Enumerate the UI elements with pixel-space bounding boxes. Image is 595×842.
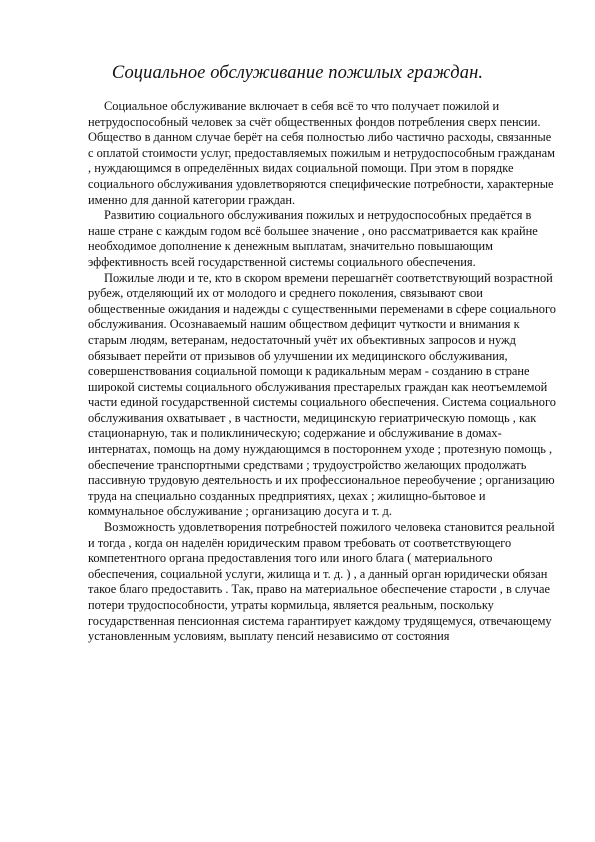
document-title: Социальное обслуживание пожилых граждан.: [111, 63, 484, 83]
document-body: [88, 99, 558, 645]
paragraph: Развитию социального обслуживания пожилых и нетрудоспособных предаётся в наше стране с каждым годом всё большее значение , оно рассматривается как крайне необходимое дополнение к денежным выплатам, значительно повышающим эффективность всей государственной системы социального обеспечения.: [88, 208, 538, 269]
paragraph: Пожилые люди и те, кто в скором времени перешагнёт соответствующий возрастной рубеж, отделяющий их от молодого и среднего поколения, связывают свои общественные ожидания и надежды с существенными переменами в сфере социального обслуживания. Осознаваемый нашим обществом дефицит чуткости и внимания к старым людям, ветеранам, недостаточный учёт их объективных запросов и нужд обязывает перейти от призывов об улучшении их медицинского обслуживания, совершенствования социальной помощи к радикальным мерам - созданию в стране широкой системы социального обслуживания престарелых граждан как неотъемлемой части единой государственной системы социального обеспечения. Система социального обслуживания охватывает , в частности, медицинскую гериатрическую помощь , как стационарную, так и поликлиническую; содержание и обслуживание в домах-интернатах, помощь на дому нуждающимся в постороннем уходе ; протезную помощь , обеспечение транспортными средствами ; трудоустройство желающих продолжать пассивную трудовую деятельность и их профессиональное переобучение ; организацию труда на специально созданных предприятиях, цехах ; жилищно-бытовое и коммунальное обслуживание ; организацию досуга и т. д.: [88, 270, 556, 519]
paragraph: Возможность удовлетворения потребностей пожилого человека становится реальной и тогда , когда он наделён юридическим правом требовать от соответствующего компетентного органа предоставления того или иного блага ( материального обеспечения, социальной услуги, жилища и т. д. ) , а данный орган юридически обязан такое благо предоставить . Так, право на материальное обеспечение старости , в случае потери трудоспособности, утраты кормильца, является реальным, поскольку государственная пенсионная система гарантирует каждому трудящемуся, отвечающему установленным условиям, выплату пенсий независимо от состояния: [88, 520, 555, 644]
paragraph: Социальное обслуживание включает в себя всё то что получает пожилой и нетрудоспособный человек за счёт общественных фондов потребления сверх пенсии. Общество в данном случае берёт на себя полностью либо частично расходы, связанные с оплатой стоимости услуг, предоставляемых пожилым и нетрудоспособным гражданам , нуждающимся в определённых видах социальной помощи. При этом в порядке социального обслуживания удовлетворяются специфические потребности, характерные именно для данной категории граждан.: [88, 99, 556, 207]
